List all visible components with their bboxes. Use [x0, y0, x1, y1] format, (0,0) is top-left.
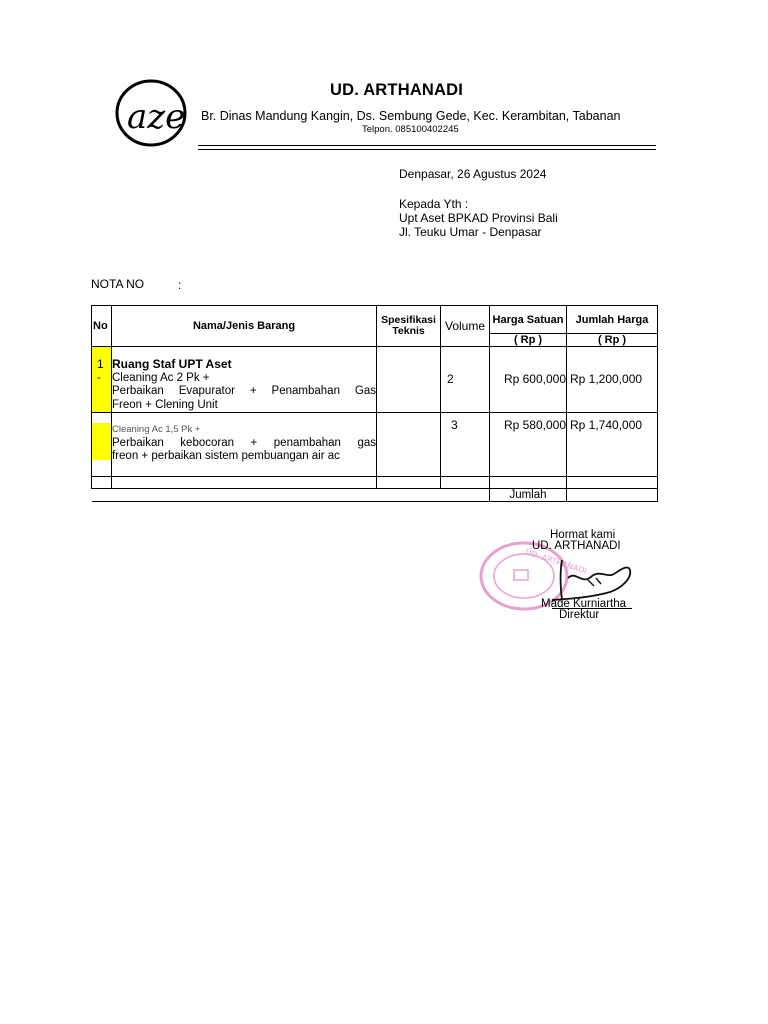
- header-name: Nama/Jenis Barang: [112, 306, 377, 347]
- row-no: 1: [97, 357, 104, 371]
- spec-cell: [377, 413, 441, 477]
- header-spec: Spesifikasi Teknis: [377, 306, 441, 347]
- header-no: No: [92, 306, 112, 347]
- item-line: Freon + Clening Unit: [112, 398, 218, 411]
- row-highlight: [92, 423, 111, 460]
- signer-name: Made Kurniartha: [541, 598, 627, 610]
- spec-cell: [377, 347, 441, 413]
- nota-label: NOTA NO: [91, 277, 145, 291]
- row-no-dash: -: [97, 370, 101, 384]
- closing-company: UD. ARTHANADI: [532, 540, 621, 552]
- total-cell: Rp 1,740,000: [567, 413, 658, 477]
- item-line: Cleaning Ac 2 Pk +: [112, 371, 210, 384]
- table-row: [92, 477, 658, 489]
- table-row: [92, 347, 658, 413]
- company-address: Br. Dinas Mandung Kangin, Ds. Sembung Gede, Kec. Kerambitan, Tabanan: [201, 109, 621, 123]
- item-line: Cleaning Ac 1,5 Pk +: [112, 424, 201, 435]
- stamp-text: UD. ARTHANADI: [524, 547, 588, 576]
- empty-cell: [92, 489, 112, 502]
- sum-value: [567, 489, 658, 502]
- header-total: Jumlah Harga: [567, 306, 658, 334]
- empty-cell: [567, 477, 658, 489]
- to-label: Kepada Yth :: [399, 197, 469, 211]
- item-line: Perbaikan Evapurator + Penambahan Gas: [112, 385, 376, 397]
- volume-cell: 2: [441, 347, 490, 413]
- item-description: [112, 347, 377, 413]
- empty-cell: [441, 477, 490, 489]
- item-line: Perbaikan kebocoran + penambahan gas: [112, 436, 376, 449]
- nota-table: [91, 305, 658, 502]
- table-row: [92, 413, 658, 477]
- company-logo: [113, 76, 199, 148]
- item-line: freon + perbaikan sistem pembuangan air ac: [112, 450, 340, 462]
- empty-cell: [377, 489, 441, 502]
- nota-colon: :: [178, 278, 182, 292]
- row-no-cell: [92, 347, 112, 413]
- company-phone: Telpon. 085100402245: [362, 124, 459, 135]
- header-total-currency: ( Rp ): [567, 334, 658, 347]
- closing-greeting: Hormat kami: [550, 529, 616, 541]
- section-title: Ruang Staf UPT Aset: [112, 357, 232, 371]
- empty-cell: [377, 477, 441, 489]
- header-rule: [198, 149, 656, 150]
- item-description: [112, 413, 377, 477]
- empty-cell: [112, 489, 377, 502]
- company-name: UD. ARTHANADI: [330, 81, 464, 99]
- empty-cell: [441, 489, 490, 502]
- total-cell: Rp 1,200,000: [567, 347, 658, 413]
- empty-cell: [112, 477, 377, 489]
- empty-cell: [490, 477, 567, 489]
- sum-row: [92, 489, 658, 502]
- empty-cell: [92, 477, 112, 489]
- unit-price-cell: Rp 580,000: [490, 413, 567, 477]
- logo-mark: aze: [127, 97, 186, 137]
- place-date: Denpasar, 26 Agustus 2024: [399, 167, 547, 181]
- table-header-row: [92, 306, 658, 334]
- volume-cell: 3: [441, 413, 490, 477]
- recipient-address: Jl. Teuku Umar - Denpasar: [399, 225, 542, 239]
- header-volume: Volume: [441, 306, 490, 347]
- header-unit-price: Harga Satuan: [490, 306, 567, 334]
- recipient-name: Upt Aset BPKAD Provinsi Bali: [399, 211, 558, 225]
- header-unit-price-currency: ( Rp ): [490, 334, 567, 347]
- row-no-cell: [92, 413, 112, 477]
- header-rule: [198, 145, 656, 146]
- signer-title: Direktur: [559, 609, 600, 621]
- unit-price-cell: Rp 600,000: [490, 347, 567, 413]
- sum-label: Jumlah: [490, 489, 567, 502]
